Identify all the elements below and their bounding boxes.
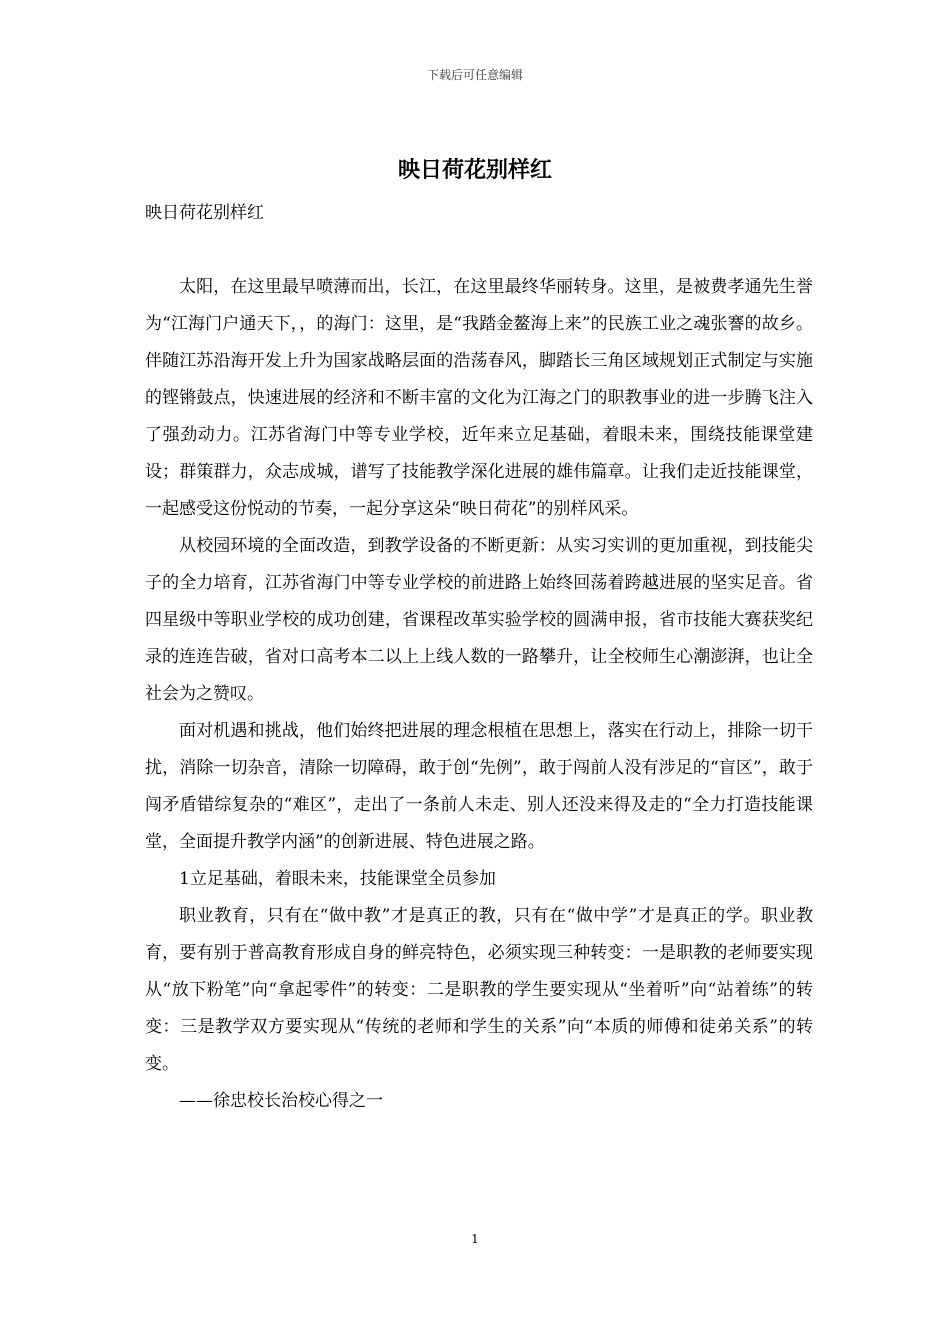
paragraph-vocational-education: 职业教育，只有在“做中教”才是真正的教，只有在“做中学”才是真正的学。职业教育，要有别于普高教育形成自身的鲜亮特色，必须实现三种转变：一是职教的老师要实现从“放下粉笔”向“拿起零件”的转变：二是职教的学生要实现从“坐着听”向“站着练”的转变：三是教学双方要实现从“传统的老师和学生的关系”向“本质的师傅和徒弟关系”的转变。 [145,906,813,1074]
document-body [145,269,813,1120]
header-note: 下载后可任意编辑 [426,68,523,82]
paragraph-challenges: 面对机遇和挑战，他们始终把进展的理念根植在思想上，落实在行动上，排除一切干扰，消除一切杂音，清除一切障碍，敢于创“先例”，敢于闯前人没有涉足的“盲区”，敢于闯矛盾错综复杂的“难区”，走出了一条前人未走、别人还没来得及走的“全力打造技能课堂，全面提升教学内涵”的创新进展、特色进展之路。 [145,721,813,852]
section-heading: 1立足基础，着眼未来，技能课堂全员参加 [179,869,496,889]
page-number: 1 [471,1232,479,1246]
document-title: 映日荷花别样红 [397,157,552,183]
document-subtitle: 映日荷花别样红 [145,203,264,223]
paragraph-intro: 太阳，在这里最早喷薄而出，长江，在这里最终华丽转身。这里，是被费孝通先生誉为“江海门户通天下，，的海门：这里，是“我踏金鳌海上来”的民族工业之魂张謇的故乡。伴随江苏沿海开发上升为国家战略层面的浩荡春风，脚踏长三角区域规划正式制定与实施的铿锵鼓点，快速进展的经济和不断丰富的文化为江海之门的职教事业的进一步腾飞注入了强劲动力。江苏省海门中等专业学校，近年来立足基础，着眼未来，围绕技能课堂建设；群策群力，众志成城，谱写了技能教学深化进展的雄伟篇章。让我们走近技能课堂，一起感受这份悦动的节奏，一起分享这朵“映日荷花”的别样风采。 [145,277,813,519]
paragraph-campus-development: 从校园环境的全面改造，到教学设备的不断更新：从实习实训的更加重视，到技能尖子的全力培育，江苏省海门中等专业学校的前进路上始终回荡着跨越进展的坚实足音。省四星级中等职业学校的成功创建，省课程改革实验学校的圆满申报，省市技能大赛获奖纪录的连连告破，省对口高考本二以上上线人数的一路攀升，让全校师生心潮澎湃，也让全社会为之赞叹。 [145,536,813,704]
quote-attribution: ——徐忠校长治校心得之一 [179,1091,383,1111]
